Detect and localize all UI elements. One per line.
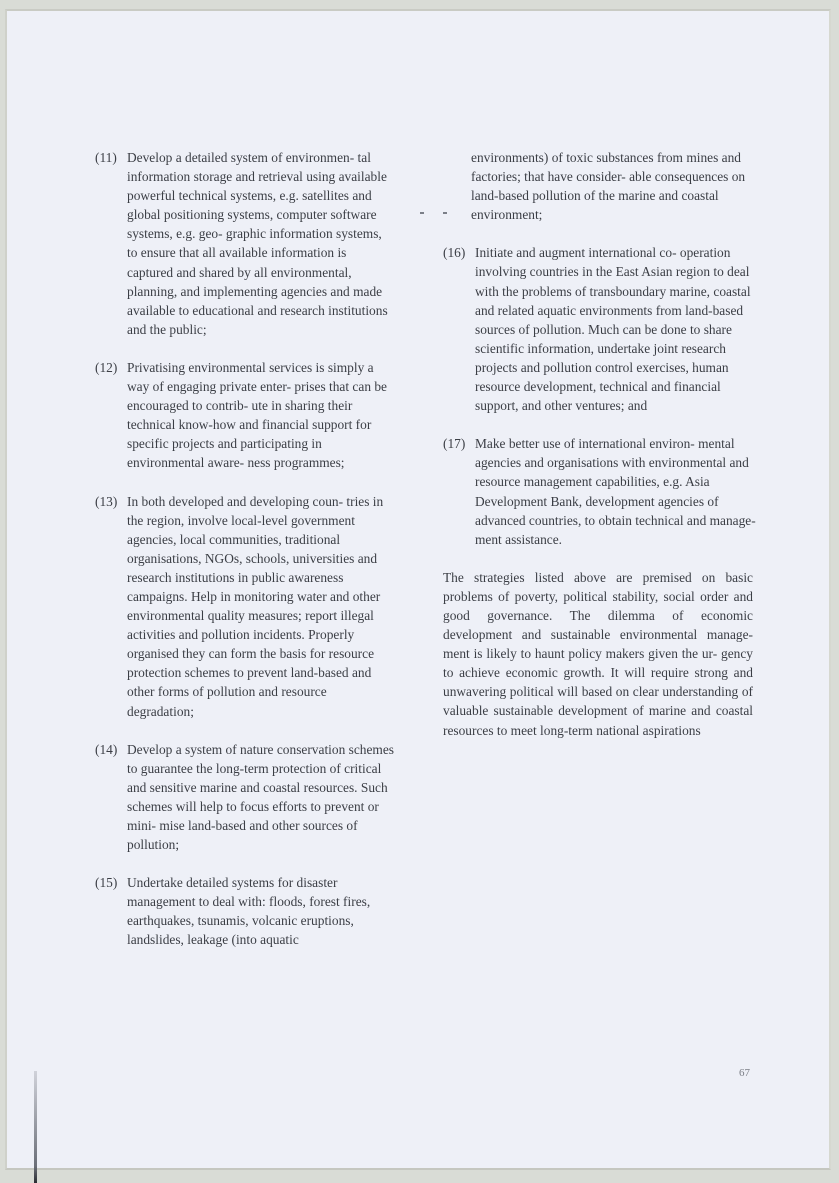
list-item-13 (95, 492, 395, 721)
right-column (443, 148, 757, 753)
item-text: Make better use of international environ- mental agencies and organisations with environmental and resource management capabilities, e.g. Asia Development Bank, development agencies of advanced countries, to obtain technical and manage- ment assistance. (475, 436, 756, 547)
item-text: Develop a detailed system of environmen- tal information storage and retrieval using available powerful technical systems, e.g. satellites and global positioning systems, computer software systems, e.g. geo- graphic information systems, to ensure that all available information is captured and shared by all environmental, planning, and implementing agencies and made available to educational and research institutions and the public; (127, 150, 388, 337)
item-number: (12) (95, 359, 118, 375)
item-text: Initiate and augment international co- operation involving countries in the East Asian region to deal with the problems of transboundary marine, coastal and related aquatic environments from land-based sources of pollution. Much can be done to share scientific information, undertake joint research projects and pollution control exercises, human resource development, technical and financial support, and other ventures; and (475, 245, 751, 414)
item-number: (13) (95, 493, 118, 509)
binding-shadow-line (34, 1071, 37, 1183)
item-text: Develop a system of nature conservation schemes to guarantee the long-term protection of critical and sensitive marine and coastal resources. Such schemes will help to focus efforts to prevent or mini- mise land-based and other sources of pollution; (127, 741, 394, 853)
list-item-17 (443, 434, 757, 549)
list-item-11 (95, 148, 395, 339)
item-text: Undertake detailed systems for disaster management to deal with: floods, forest fires, earthquakes, tsunamis, volcanic eruptions, landslides, leakage (into aquatic (127, 875, 371, 948)
item-text: environments) of toxic substances from mines and factories; that have consider- able consequences on land-based pollution of the marine and coastal environment; (471, 150, 746, 223)
list-item-15-continuation (443, 148, 757, 224)
item-text: Privatising environmental services is simply a way of engaging private enter- prises that can be encouraged to contrib- ute in sharing their technical know-how and financial support for specific projects and participating in environmental aware- ness programmes; (127, 359, 387, 471)
item-number: (11) (95, 150, 117, 165)
closing-paragraph: The strategies listed above are premised on basic problems of poverty, political stability, social order and good governance. The dilemma of economic development and sustainable environmental manage- ment is likely to haunt policy makers given the ur- gency to achieve economic growth. It will require strong and unwavering political will based on clear understanding of valuable sustainable development of marine and coastal resources to meet long-term national aspirations (443, 569, 753, 738)
scan-speck (420, 212, 424, 214)
item-text: In both developed and developing coun- tries in the region, involve local-level government agencies, local communities, traditional organisations, NGOs, schools, universities and research institutions in public awareness campaigns. Help in monitoring water and other environmental quality measures; report illegal activities and pollution incidents. Properly organised they can form the basis for resource protection schemes to prevent land-based and other forms of pollution and resource degradation; (127, 493, 384, 719)
list-item-16 (443, 243, 757, 415)
item-number: (15) (95, 875, 118, 891)
document-page (5, 9, 831, 1170)
item-number: (14) (95, 741, 118, 757)
page-number: 67 (739, 1067, 750, 1079)
item-number: (16) (443, 245, 466, 261)
list-item-14 (95, 740, 395, 855)
item-number: (17) (443, 436, 466, 452)
left-column (95, 148, 395, 969)
scan-speck (443, 212, 447, 214)
list-item-12 (95, 358, 395, 473)
list-item-15 (95, 873, 395, 949)
